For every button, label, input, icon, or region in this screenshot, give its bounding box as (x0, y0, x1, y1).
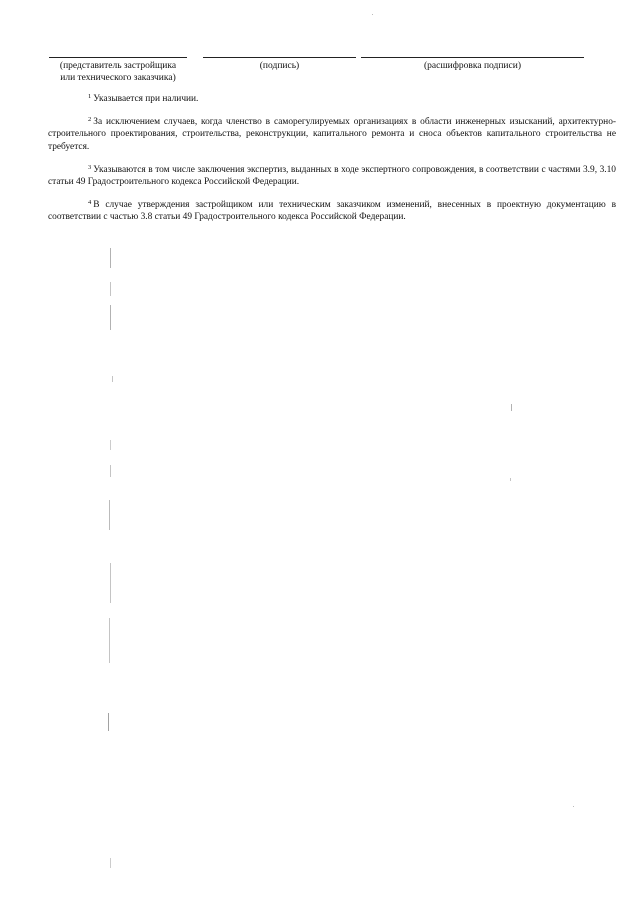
scan-speck (108, 713, 109, 731)
footnote-marker: 1 (88, 93, 92, 100)
scan-speck (110, 305, 111, 330)
representative-label-line1: (представитель застройщика (59, 61, 177, 71)
footnote-text: Указываются в том числе заключения экспертиз, выданных в ходе экспертного сопровождения, в соответствии с частями 3.9, 3.10 статьи 49 Градостроительного кодекса Российской Федерации. (48, 164, 616, 188)
footnote-text: За исключением случаев, когда членство в саморегулируемых организациях в области инженерных изысканий, архитектурно-строительного проектирования, строительства, реконструкции, капитального ремонта и сноса объектов капитального строительства не требуется. (48, 117, 616, 152)
footnote-2 (48, 114, 616, 153)
footnote-marker: 2 (88, 116, 92, 124)
representative-label-line2: или технического заказчика) (60, 73, 176, 83)
decryption-signature-line (361, 57, 584, 58)
scan-speck (109, 500, 110, 530)
scan-speck (110, 248, 111, 268)
signature-label: (подпись) (259, 61, 300, 71)
scan-speck (573, 806, 574, 807)
scan-speck (510, 478, 511, 481)
scan-speck (110, 858, 111, 868)
decryption-label: (расшифровка подписи) (424, 61, 521, 71)
scan-speck (511, 404, 512, 411)
scan-speck (112, 376, 113, 382)
footnotes (48, 91, 616, 233)
signature-line (203, 57, 356, 58)
representative-signature-line (49, 57, 187, 58)
signature-block (0, 0, 640, 100)
scan-speck (110, 563, 111, 603)
scan-speck (110, 465, 111, 477)
footnote-3 (48, 162, 616, 188)
footnote-4 (48, 197, 616, 223)
footnote-marker: 3 (88, 163, 92, 171)
scan-speck (110, 440, 111, 450)
scan-speck (109, 618, 110, 663)
scan-speck (372, 14, 373, 15)
footnote-marker: 4 (88, 199, 92, 207)
footnote-text: Указывается при наличии. (93, 94, 199, 104)
scan-speck (110, 282, 111, 296)
footnote-text: В случае утверждения застройщиком или техническим заказчиком изменений, внесенных в проектную документацию в соответствии с частью 3.8 статьи 49 Градостроительного кодекса Российской Федерации. (48, 200, 616, 223)
footnote-1 (48, 91, 616, 105)
